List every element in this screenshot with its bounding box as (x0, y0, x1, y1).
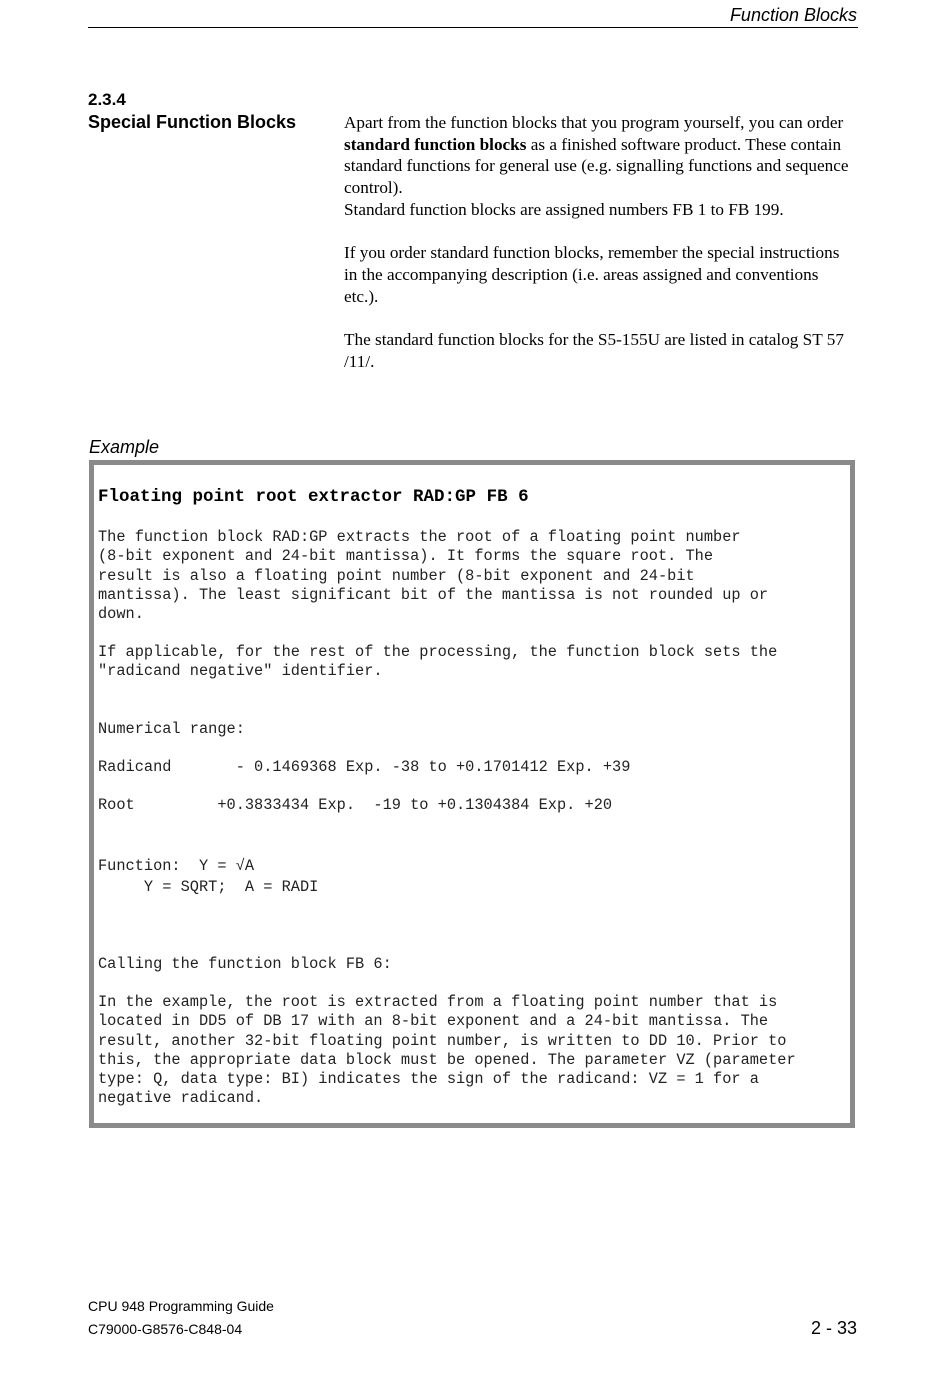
paragraph-1 (344, 112, 854, 199)
running-header-title: Function Blocks (729, 5, 857, 25)
radicand-range: Radicand - 0.1469368 Exp. -38 to +0.1701412 Exp. +39 (98, 758, 631, 776)
function-formula-2: Y = SQRT; A = RADI (98, 878, 319, 896)
page-number: 2 - 33 (810, 1318, 857, 1338)
footer-guide-title: CPU 948 Programming Guide (88, 1298, 274, 1314)
para1-text-end: as a finished software product. These contain standard functions for general use (e.g. signalling functions and sequence control). (344, 134, 849, 198)
section-title: Special Function Blocks (88, 112, 297, 132)
section-body (344, 112, 854, 372)
function-formula: Function: Y = √A (98, 857, 255, 875)
paragraph-3: The standard function blocks for the S5-155U are listed in catalog ST 57 /11/. (344, 330, 844, 371)
example-title: Floating point root extractor RAD:GP FB 6 (98, 487, 529, 507)
para1-text: Apart from the function blocks that you program yourself, you can order (344, 113, 844, 132)
example-description-2: If applicable, for the rest of the processing, the function block sets the "radicand negative" identifier. (98, 643, 778, 681)
header-rule (88, 27, 858, 28)
calling-label: Calling the function block FB 6: (98, 955, 392, 973)
paragraph-2: If you order standard function blocks, remember the special instructions in the accompanying description (i.e. areas assigned and conventions etc.). (344, 243, 840, 306)
example-description: The function block RAD:GP extracts the root of a floating point number (8-bit exponent and 24-bit mantissa). It forms the square root. The result is also a floating point number (8-bit exponent and 24-bit mantissa). The least significant bit of the mantissa is not rounded up or down. (98, 528, 769, 624)
calling-description: In the example, the root is extracted from a floating point number that is located in DD5 of DB 17 with an 8-bit exponent and a 24-bit mantissa. The result, another 32-bit floating point number, is written to DD 10. Prior to this, the appropriate data block must be opened. The parameter VZ (parameter type: Q, data type: BI) indicates the sign of the radicand: VZ = 1 for a negative radicand. (98, 993, 796, 1108)
example-label: Example (89, 437, 160, 457)
numerical-range-label: Numerical range: (98, 720, 245, 738)
root-range: Root +0.3833434 Exp. -19 to +0.1304384 Exp. +20 (98, 796, 613, 814)
paragraph-1-line-2: Standard function blocks are assigned numbers FB 1 to FB 199. (344, 199, 784, 219)
para1-bold-term: standard function blocks (344, 134, 527, 154)
footer-order-code: C79000-G8576-C848-04 (88, 1321, 243, 1337)
section-number: 2.3.4 (88, 90, 126, 109)
